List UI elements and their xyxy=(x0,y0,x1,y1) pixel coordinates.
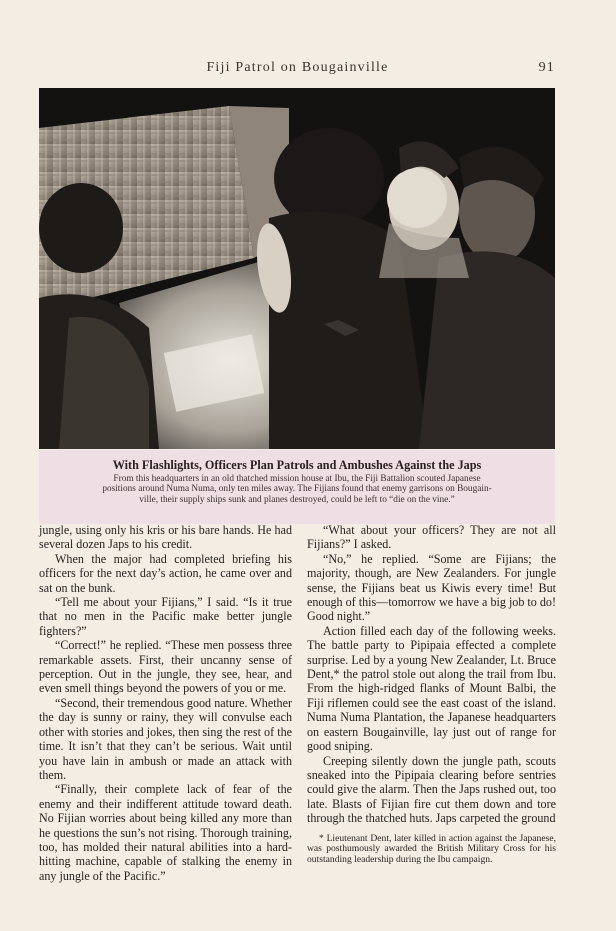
paragraph: jungle, using only his kris or his bare hands. He had several dozen Japs to his credit. xyxy=(39,523,292,552)
paragraph: Creeping silently down the jungle path, scouts sneaked into the Pipipaia clearing before sentries could give the alarm. Then the Japs rushed out, too late. Blasts of Fijian fire cut them down and tore through the thatched huts. Japs carpeted the ground xyxy=(307,753,556,826)
caption-line: From this headquarters in an old thatched mission house at Ibu, the Fiji Battalion scouted Japanese xyxy=(113,474,481,484)
photo-caption xyxy=(39,450,555,524)
caption-line: positions around Numa Numa, only ten miles away. The Fijians found that enemy garrisons on Bougain- xyxy=(102,484,492,495)
footnote: * Lieutenant Dent, later killed in action against the Japanese, was posthumously awarded the British Military Cross for his outstanding leadership during the Ibu campaign. xyxy=(307,832,556,865)
running-title: Fiji Patrol on Bougainville xyxy=(206,60,389,75)
paragraph: When the major had completed briefing his officers for the next day’s action, he came over and sat on the bunk. xyxy=(39,551,292,595)
paragraph: Action filled each day of the following weeks. The battle party to Pipipaia effected a complete surprise. Led by a young New Zealander, Lt. Bruce Dent,* the patrol stole out along the trail from Ibu. From the high-ridged flanks of Mount Balbi, the Fiji riflemen could see the east coast of the island. Numa Numa Plantation, the Japanese headquarters on eastern Bougainville, lay just out of range for good sniping. xyxy=(307,623,556,754)
paragraph: “Correct!” he replied. “These men possess three remarkable assets. First, their uncanny sense of perception. Out in the jungle, they see, hear, and even smell things beyond the powers of you or me. xyxy=(39,638,292,696)
paragraph: “What about your officers? They are not all Fijians?” I asked. xyxy=(307,523,556,552)
caption-body xyxy=(51,474,543,505)
photograph-icon xyxy=(39,88,555,449)
caption-line: ville, their supply ships sunk and planes destroyed, could be left to “die on the vine.” xyxy=(139,494,455,505)
paragraph: “Finally, their complete lack of fear of the enemy and their indifferent attitude toward death. No Fijian worries about being killed any more than he questions the sun’s not rising. Thorough training, too, has molded their natural abilities into a hard-hitting machine, capable of stalking the enemy in any jungle of the Pacific.” xyxy=(39,782,292,883)
photograph xyxy=(39,88,555,449)
paragraph: “No,” he replied. “Some are Fijians; the majority, though, are New Zealanders. For jungle sense, the Fijians beat us Kiwis every time! But enough of this—tomorrow we have a big job to do! Good night.” xyxy=(307,551,556,624)
right-column xyxy=(307,523,556,865)
page-number: 91 xyxy=(538,60,555,75)
paragraph: “Tell me about your Fijians,” I said. “Is it true that no men in the Pacific make better jungle fighters?” xyxy=(39,595,292,638)
paragraph: “Second, their tremendous good nature. Whether the day is sunny or rainy, they will convulse each other with stories and jokes, then sing the rest of the time. It isn’t that they can’t be serious. Wait until you have lain in ambush or made an attack with them. xyxy=(39,695,292,782)
caption-title: With Flashlights, Officers Plan Patrols and Ambushes Against the Japs xyxy=(112,458,482,472)
left-column xyxy=(39,523,292,883)
